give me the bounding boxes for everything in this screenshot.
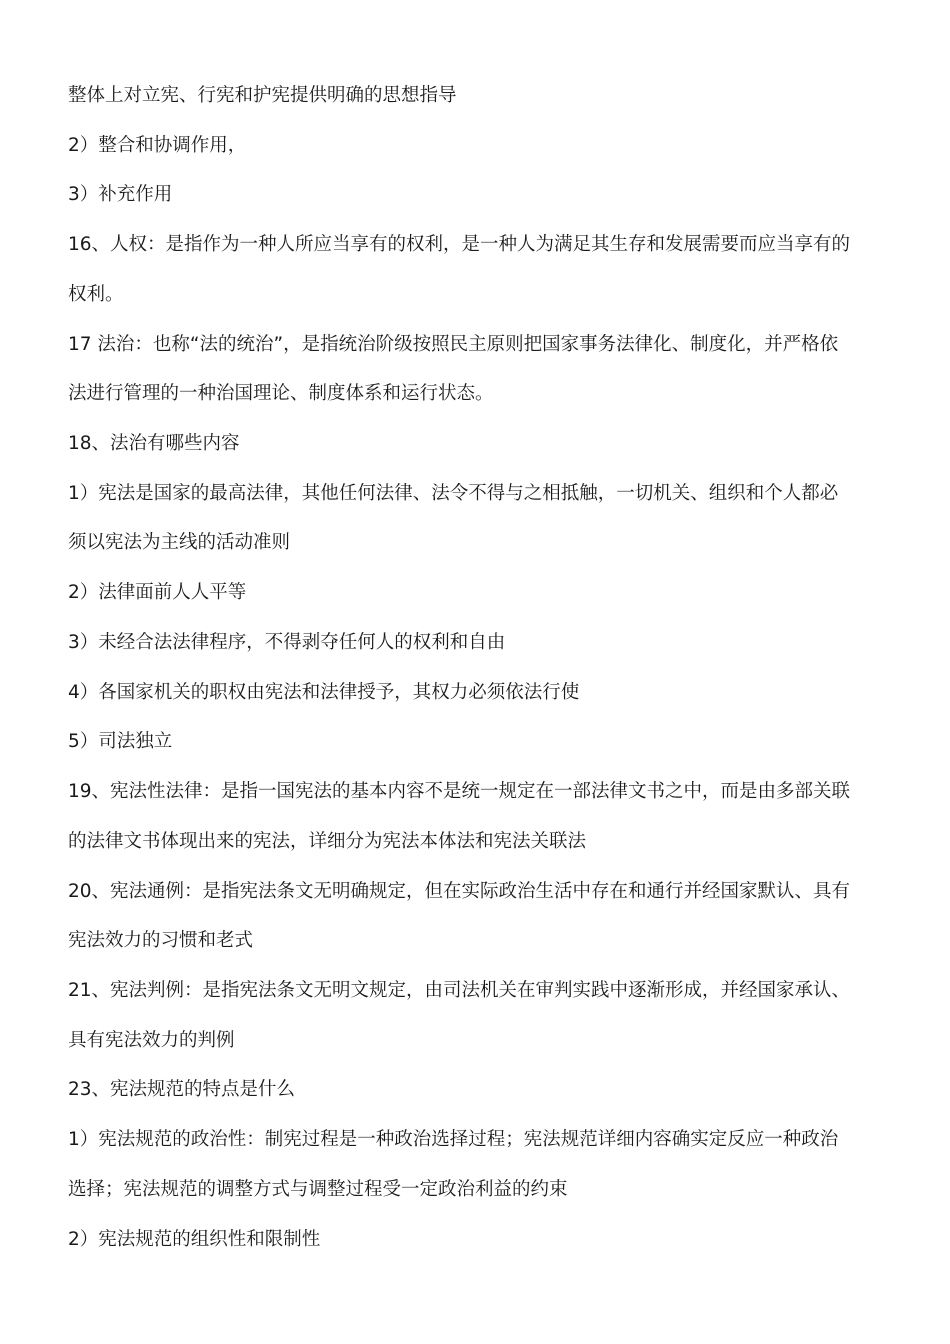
text-line: 23、宪法规范的特点是什么 — [68, 1079, 296, 1100]
text-line: 的法律文书体现出来的宪法，详细分为宪法本体法和宪法关联法 — [68, 831, 587, 852]
text-line: 21、宪法判例：是指宪法条文无明文规定，由司法机关在审判实践中逐渐形成，并经国家承认、 — [68, 980, 851, 1001]
text-line: 须以宪法为主线的活动准则 — [68, 532, 291, 553]
text-line: 17 法治：也称“法的统治”，是指统治阶级按照民主原则把国家事务法律化、制度化，并严格依 — [68, 334, 839, 355]
text-line: 宪法效力的习惯和老式 — [68, 930, 254, 951]
text-line: 20、宪法通例：是指宪法条文无明确规定，但在实际政治生活中存在和通行并经国家默认、具有 — [68, 881, 851, 902]
text-line: 具有宪法效力的判例 — [68, 1030, 235, 1051]
text-line: 整体上对立宪、行宪和护宪提供明确的思想指导 — [68, 85, 457, 106]
text-line: 16、人权：是指作为一种人所应当享有的权利，是一种人为满足其生存和发展需要而应当享有的 — [68, 234, 851, 255]
text-line: 3）补充作用 — [68, 184, 173, 205]
text-line: 权利。 — [68, 284, 124, 305]
text-line: 选择；宪法规范的调整方式与调整过程受一定政治利益的约束 — [68, 1179, 568, 1200]
text-line: 19、宪法性法律：是指一国宪法的基本内容不是统一规定在一部法律文书之中，而是由多部关联 — [68, 781, 851, 802]
text-line: 4）各国家机关的职权由宪法和法律授予，其权力必须依法行使 — [68, 682, 580, 703]
text-line: 2）宪法规范的组织性和限制性 — [68, 1229, 321, 1250]
text-line: 18、法治有哪些内容 — [68, 433, 240, 454]
text-line: 1）宪法是国家的最高法律，其他任何法律、法令不得与之相抵触，一切机关、组织和个人都必 — [68, 483, 839, 504]
text-line: 法进行管理的一种治国理论、制度体系和运行状态。 — [68, 383, 494, 404]
text-line: 3）未经合法法律程序，不得剥夺任何人的权利和自由 — [68, 632, 506, 653]
text-line: 5）司法独立 — [68, 731, 173, 752]
text-line: 2）整合和协调作用， — [68, 135, 247, 156]
text-line: 2）法律面前人人平等 — [68, 582, 247, 603]
text-line: 1）宪法规范的政治性：制宪过程是一种政治选择过程；宪法规范详细内容确实定反应一种政治 — [68, 1129, 839, 1150]
